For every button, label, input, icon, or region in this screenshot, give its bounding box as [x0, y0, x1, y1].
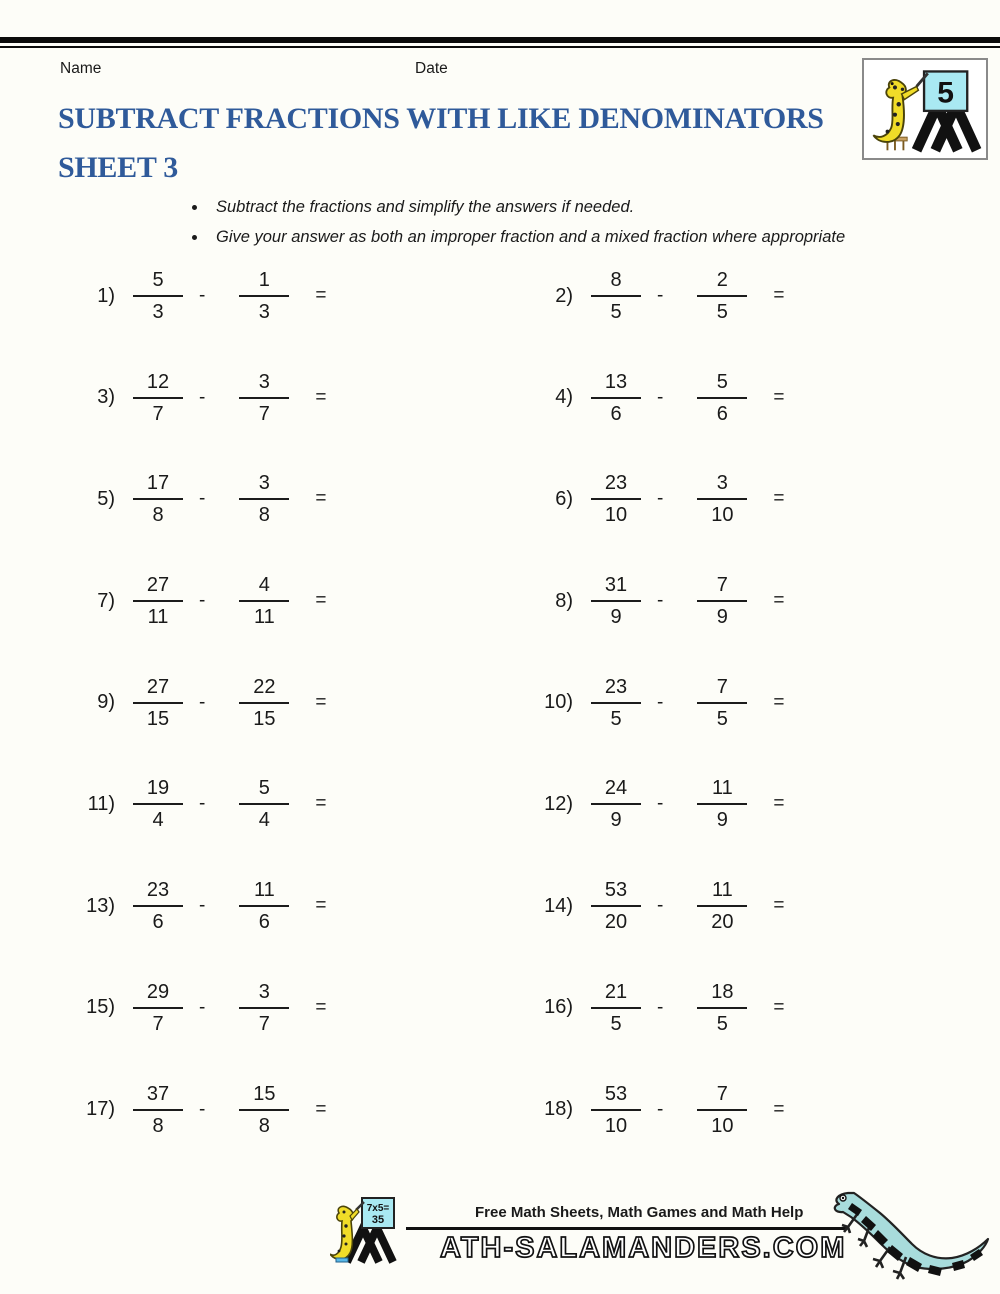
subtrahend-numerator: 7 — [697, 676, 747, 704]
minuend-denominator: 9 — [610, 809, 622, 832]
minuend-denominator: 10 — [604, 504, 628, 527]
problem — [60, 659, 326, 747]
minus-operator: - — [657, 488, 664, 510]
minuend-denominator: 8 — [152, 1114, 164, 1137]
name-label: Name — [60, 60, 102, 77]
problem-number: 8) — [555, 589, 573, 612]
problem-number: 11) — [87, 792, 115, 815]
minus-operator: - — [199, 1098, 206, 1120]
minuend-numerator: 13 — [591, 371, 641, 399]
subtrahend-numerator: 7 — [697, 1083, 747, 1111]
minus-operator: - — [657, 386, 664, 408]
fraction-minuend — [133, 269, 183, 323]
equals-sign: = — [315, 590, 327, 612]
problem-row — [0, 354, 1000, 456]
fraction-subtrahend — [239, 676, 289, 730]
minus-operator: - — [199, 996, 206, 1018]
equals-sign: = — [315, 285, 327, 306]
salamander-badge-icon — [864, 60, 986, 158]
subtrahend-denominator: 9 — [716, 809, 728, 832]
subtrahend-numerator: 4 — [239, 574, 289, 602]
minuend-denominator: 8 — [152, 504, 164, 527]
equals-sign: = — [315, 386, 327, 408]
fraction-minuend — [591, 981, 641, 1035]
subtrahend-denominator: 15 — [253, 707, 276, 730]
fraction-minuend — [591, 1083, 641, 1137]
fraction-subtrahend — [239, 472, 289, 526]
problem-number: 5) — [97, 487, 115, 510]
problem — [60, 862, 326, 950]
problem — [518, 455, 784, 543]
problem — [60, 557, 326, 645]
problem — [518, 862, 784, 950]
fraction-subtrahend — [239, 981, 289, 1035]
minuend-numerator: 53 — [591, 879, 641, 907]
minuend-numerator: 5 — [133, 269, 183, 297]
subtrahend-numerator: 11 — [697, 777, 747, 805]
minus-operator: - — [657, 1098, 664, 1120]
fraction-minuend — [133, 574, 183, 628]
problem-number: 10) — [544, 691, 573, 714]
footer-tagline: Free Math Sheets, Math Games and Math Help — [406, 1196, 846, 1230]
subtrahend-numerator: 11 — [239, 879, 289, 907]
minus-operator: - — [199, 895, 206, 917]
minuend-numerator: 17 — [133, 472, 183, 500]
problem-row — [0, 964, 1000, 1066]
fraction-subtrahend — [697, 269, 747, 323]
minuend-denominator: 5 — [610, 1012, 622, 1035]
equals-sign: = — [773, 488, 785, 510]
subtrahend-numerator: 3 — [697, 472, 747, 500]
minuend-denominator: 5 — [610, 707, 622, 730]
date-label: Date — [415, 60, 448, 77]
minuend-numerator: 27 — [133, 574, 183, 602]
fraction-subtrahend — [239, 1083, 289, 1137]
problem — [518, 557, 784, 645]
minuend-numerator: 53 — [591, 1083, 641, 1111]
subtrahend-denominator: 11 — [253, 606, 275, 629]
equals-sign: = — [773, 996, 785, 1018]
top-divider — [0, 37, 1000, 48]
subtrahend-denominator: 4 — [258, 809, 270, 832]
problem — [60, 354, 326, 442]
subtrahend-denominator: 5 — [716, 301, 728, 323]
fraction-minuend — [133, 981, 183, 1035]
problem-row — [0, 455, 1000, 557]
minuend-denominator: 10 — [604, 1114, 628, 1137]
fraction-subtrahend — [697, 574, 747, 628]
problem — [518, 252, 784, 340]
problem-number: 14) — [544, 894, 573, 917]
subtrahend-denominator: 6 — [258, 911, 270, 934]
instructions-list — [178, 192, 845, 252]
minus-operator: - — [657, 590, 664, 612]
problem — [518, 354, 784, 442]
minus-operator: - — [199, 793, 206, 815]
instruction-item: • Give your answer as both an improper fraction and a mixed fraction where appropriate — [208, 222, 845, 252]
minuend-denominator: 7 — [152, 402, 164, 425]
equals-sign: = — [773, 285, 785, 306]
fraction-subtrahend — [239, 777, 289, 831]
footer-board-line1: 7x5= — [366, 1203, 390, 1214]
minus-operator: - — [199, 691, 206, 713]
minus-operator: - — [657, 996, 664, 1018]
problem-row — [0, 760, 1000, 862]
minuend-denominator: 5 — [610, 301, 622, 323]
minuend-numerator: 21 — [591, 981, 641, 1009]
footer-board-line2: 35 — [371, 1214, 385, 1226]
instruction-item: • Subtract the fractions and simplify the answers if needed. — [208, 192, 845, 222]
equals-sign: = — [773, 691, 785, 713]
minus-operator: - — [657, 895, 664, 917]
minus-operator: - — [657, 793, 664, 815]
fraction-minuend — [591, 574, 641, 628]
equals-sign: = — [315, 488, 327, 510]
subtrahend-denominator: 5 — [716, 1012, 728, 1035]
subtrahend-numerator: 5 — [239, 777, 289, 805]
problem — [518, 659, 784, 747]
problem-row — [0, 1066, 1000, 1168]
footer-site-name: ATH-SALAMANDERS.COM — [440, 1232, 847, 1264]
equals-sign: = — [315, 793, 327, 815]
subtrahend-numerator: 3 — [239, 371, 289, 399]
problem — [60, 1066, 326, 1154]
subtrahend-denominator: 7 — [258, 402, 270, 425]
problem-number: 18) — [544, 1098, 573, 1120]
gecko-icon — [818, 1183, 993, 1285]
fraction-subtrahend — [697, 777, 747, 831]
minus-operator: - — [199, 590, 206, 612]
subtrahend-denominator: 6 — [716, 402, 728, 425]
minuend-numerator: 23 — [591, 472, 641, 500]
subtrahend-numerator: 18 — [697, 981, 747, 1009]
fraction-subtrahend — [697, 879, 747, 933]
problem — [60, 964, 326, 1052]
problem-row — [0, 659, 1000, 761]
fraction-subtrahend — [697, 371, 747, 425]
footer-salamander-logo-icon — [330, 1196, 412, 1268]
fraction-subtrahend — [239, 371, 289, 425]
fraction-minuend — [133, 777, 183, 831]
minuend-numerator: 29 — [133, 981, 183, 1009]
fraction-minuend — [591, 777, 641, 831]
problem-grid — [0, 252, 1000, 1167]
subtrahend-denominator: 9 — [716, 606, 728, 629]
problem — [60, 252, 326, 340]
fraction-subtrahend — [697, 981, 747, 1035]
minuend-numerator: 12 — [133, 371, 183, 399]
fraction-minuend — [591, 879, 641, 933]
minuend-numerator: 8 — [591, 269, 641, 297]
problem — [518, 964, 784, 1052]
equals-sign: = — [315, 691, 327, 713]
fraction-subtrahend — [239, 879, 289, 933]
problem-row — [0, 557, 1000, 659]
minuend-denominator: 4 — [152, 809, 164, 832]
fraction-minuend — [133, 472, 183, 526]
equals-sign: = — [773, 895, 785, 917]
fraction-minuend — [591, 269, 641, 323]
minuend-denominator: 11 — [147, 606, 169, 629]
problem-number: 4) — [555, 386, 573, 409]
problem-number: 3) — [97, 386, 115, 409]
minuend-denominator: 6 — [152, 911, 164, 934]
fraction-minuend — [133, 1083, 183, 1137]
subtrahend-denominator: 20 — [711, 911, 734, 934]
fraction-minuend — [133, 676, 183, 730]
minus-operator: - — [657, 285, 664, 306]
minus-operator: - — [199, 488, 206, 510]
problem — [60, 455, 326, 543]
minus-operator: - — [199, 285, 206, 306]
minuend-denominator: 20 — [604, 911, 628, 934]
subtrahend-denominator: 8 — [258, 1114, 270, 1137]
problem — [60, 760, 326, 848]
minuend-numerator: 23 — [591, 676, 641, 704]
problem-number: 13) — [86, 894, 115, 917]
problem-number: 15) — [86, 996, 115, 1019]
subtrahend-numerator: 22 — [239, 676, 289, 704]
problem-number: 7) — [97, 589, 115, 612]
problem-number: 17) — [86, 1098, 115, 1120]
equals-sign: = — [773, 793, 785, 815]
badge-number: 5 — [937, 76, 954, 110]
problem — [518, 1066, 784, 1154]
problem-number: 1) — [97, 284, 115, 307]
equals-sign: = — [773, 386, 785, 408]
minuend-numerator: 23 — [133, 879, 183, 907]
problem — [518, 760, 784, 848]
subtrahend-denominator: 10 — [711, 1114, 734, 1137]
problem-row — [0, 862, 1000, 964]
subtrahend-numerator: 2 — [697, 269, 747, 297]
page-title-line1: SUBTRACT FRACTIONS WITH LIKE DENOMINATORS — [58, 102, 824, 135]
subtrahend-denominator: 7 — [258, 1012, 270, 1035]
equals-sign: = — [773, 1098, 785, 1120]
problem-number: 9) — [97, 691, 115, 714]
subtrahend-denominator: 3 — [258, 301, 270, 323]
minuend-denominator: 3 — [152, 301, 164, 323]
minuend-denominator: 7 — [152, 1012, 164, 1035]
fraction-subtrahend — [697, 472, 747, 526]
math-salamanders-logo — [862, 58, 988, 160]
footer-brand — [330, 1196, 846, 1268]
fraction-minuend — [591, 472, 641, 526]
minuend-denominator: 15 — [146, 707, 170, 730]
subtrahend-numerator: 1 — [239, 269, 289, 297]
fraction-minuend — [591, 676, 641, 730]
fraction-subtrahend — [697, 1083, 747, 1137]
fraction-subtrahend — [697, 676, 747, 730]
equals-sign: = — [315, 996, 327, 1018]
minuend-numerator: 37 — [133, 1083, 183, 1111]
problem-row — [0, 252, 1000, 354]
page-title — [58, 94, 858, 192]
subtrahend-denominator: 8 — [258, 504, 270, 527]
minuend-numerator: 27 — [133, 676, 183, 704]
fraction-subtrahend — [239, 574, 289, 628]
subtrahend-numerator: 7 — [697, 574, 747, 602]
subtrahend-numerator: 15 — [239, 1083, 289, 1111]
fraction-subtrahend — [239, 269, 289, 323]
minuend-numerator: 24 — [591, 777, 641, 805]
subtrahend-numerator: 3 — [239, 981, 289, 1009]
minus-operator: - — [657, 691, 664, 713]
fraction-minuend — [591, 371, 641, 425]
minuend-denominator: 6 — [610, 402, 622, 425]
subtrahend-numerator: 5 — [697, 371, 747, 399]
subtrahend-denominator: 10 — [711, 504, 734, 527]
subtrahend-numerator: 3 — [239, 472, 289, 500]
problem-number: 16) — [544, 996, 573, 1019]
problem-number: 2) — [555, 284, 573, 307]
minuend-numerator: 19 — [133, 777, 183, 805]
equals-sign: = — [773, 590, 785, 612]
fraction-minuend — [133, 879, 183, 933]
equals-sign: = — [315, 895, 327, 917]
minuend-denominator: 9 — [610, 606, 622, 629]
minuend-numerator: 31 — [591, 574, 641, 602]
subtrahend-denominator: 5 — [716, 707, 728, 730]
page-title-line2: SHEET 3 — [58, 151, 178, 184]
equals-sign: = — [315, 1098, 327, 1120]
problem-number: 12) — [544, 792, 573, 815]
footer-text — [406, 1196, 846, 1265]
problem-number: 6) — [555, 487, 573, 510]
subtrahend-numerator: 11 — [697, 879, 747, 907]
minus-operator: - — [199, 386, 206, 408]
fraction-minuend — [133, 371, 183, 425]
